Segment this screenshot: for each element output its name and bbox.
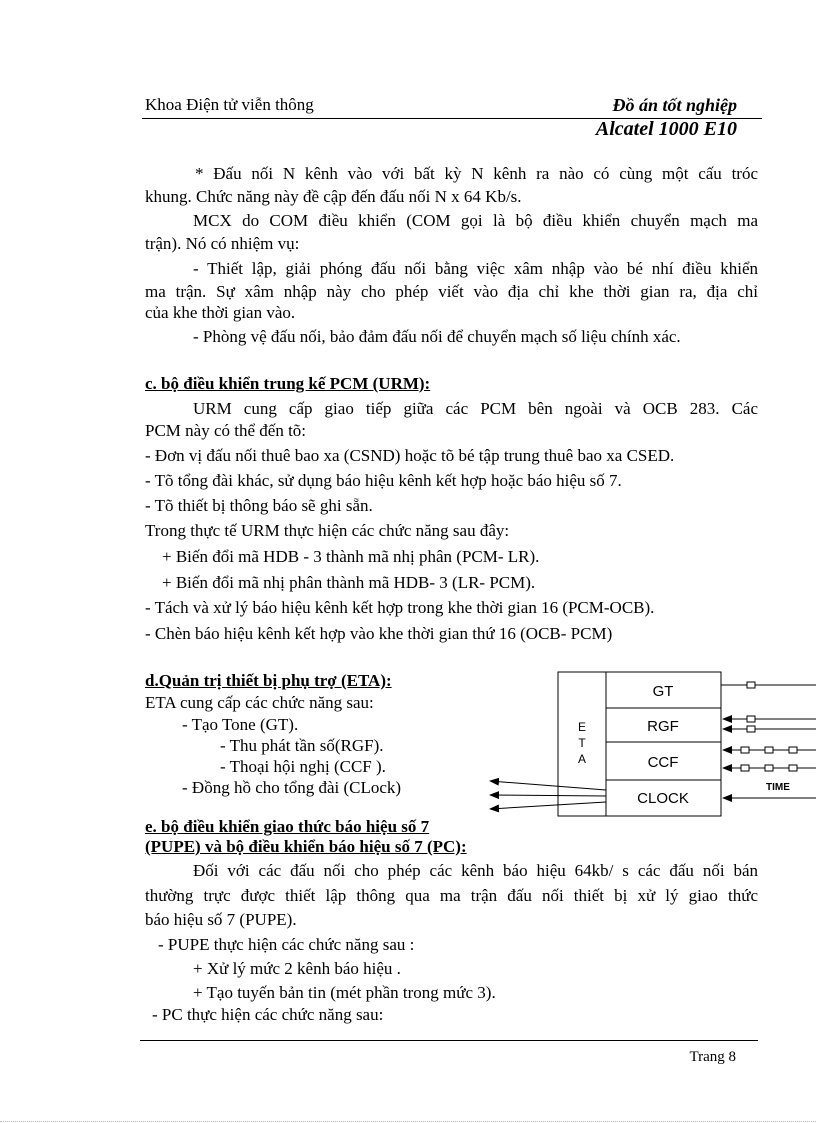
list-item: - Tạo Tone (GT). xyxy=(182,715,299,734)
paragraph-line: ma trận. Sự xâm nhập này cho phép viết vào địa chỉ khe thời gian ra, địa chỉ xyxy=(145,282,758,301)
clock-output-3 xyxy=(490,802,606,809)
clock-output-2 xyxy=(490,795,606,796)
paragraph-line: URM cung cấp giao tiếp giữa các PCM bên ngoài và OCB 283. Các xyxy=(193,399,758,418)
footer-rule xyxy=(140,1040,758,1041)
list-item: - Đồng hồ cho tổng đài (CLock) xyxy=(182,778,402,797)
paragraph-line: MCX do COM điều khiển (COM gọi là bộ điều khiển chuyển mạch ma xyxy=(193,211,758,230)
block-label-rgf: RGF xyxy=(647,718,679,735)
paragraph-line: Đối với các đấu nối cho phép các kênh báo hiệu 64kb/ s các đấu nối bán xyxy=(193,861,758,880)
paragraph-line: của khe thời gian vào. xyxy=(145,303,296,322)
paragraph-line: khung. Chức năng này đề cập đến đấu nối N x 64 Kb/s. xyxy=(145,187,522,206)
paragraph-line: ETA cung cấp các chức năng sau: xyxy=(145,693,374,712)
list-item: - Chèn báo hiệu kênh kết hợp vào khe thời gian thứ 16 (OCB- PCM) xyxy=(145,624,613,643)
list-item: + Tạo tuyến bản tin (mét phần trong mức 3). xyxy=(193,983,496,1002)
list-item: - Thoại hội nghị (CCF ). xyxy=(220,757,386,776)
list-item: - PC thực hiện các chức năng sau: xyxy=(152,1005,384,1024)
page-edge-dotted xyxy=(0,1121,816,1122)
list-item: - PUPE thực hiện các chức năng sau : xyxy=(158,935,415,954)
time-label: TIME xyxy=(766,782,790,793)
list-item: + Xử lý mức 2 kênh báo hiệu . xyxy=(193,959,401,978)
page-number: Trang 8 xyxy=(689,1049,736,1065)
paragraph-line: Trong thực tế URM thực hiện các chức năng sau đây: xyxy=(145,521,510,540)
paragraph-line: PCM này có thể đến tõ: xyxy=(145,421,307,440)
eta-letter-a: A xyxy=(577,752,587,766)
paragraph-line: trận). Nó có nhiệm vụ: xyxy=(145,234,300,253)
header-subtitle: Alcatel 1000 E10 xyxy=(595,118,737,140)
paragraph-line: * Đấu nối N kênh vào với bất kỳ N kênh ra nào có cùng một cấu tróc xyxy=(195,164,758,183)
block-label-ccf: CCF xyxy=(647,754,679,771)
list-item: - Tõ thiết bị thông báo sẽ ghi sẵn. xyxy=(145,496,373,515)
list-item: + Biến đổi mã nhị phân thành mã HDB- 3 (LR- PCM). xyxy=(162,573,536,592)
list-item: - Tách và xử lý báo hiệu kênh kết hợp trong khe thời gian 16 (PCM-OCB). xyxy=(145,598,655,617)
list-item: + Biến đổi mã HDB - 3 thành mã nhị phân (PCM- LR). xyxy=(162,547,540,566)
paragraph-line: - Thiết lập, giải phóng đấu nối bằng việc xâm nhập vào bé nhí điều khiển xyxy=(193,259,758,278)
list-item: - Đơn vị đấu nối thuê bao xa (CSND) hoặc tõ bé tập trung thuê bao xa CSED. xyxy=(145,446,675,465)
block-label-clock: CLOCK xyxy=(637,790,689,807)
section-heading-e-cont: (PUPE) và bộ điều khiển báo hiệu số 7 (PC): xyxy=(145,837,467,856)
section-heading-c: c. bộ điều khiển trung kế PCM (URM): xyxy=(145,374,431,393)
section-heading-d: d.Quản trị thiết bị phụ trợ (ETA): xyxy=(145,671,392,690)
header-document-type: Đồ án tốt nghiệp xyxy=(612,95,737,115)
paragraph-line: báo hiệu số 7 (PUPE). xyxy=(145,910,297,929)
eta-diagram xyxy=(480,668,816,828)
header-department: Khoa Điện tử viễn thông xyxy=(145,95,314,114)
list-item: - Tõ tổng đài khác, sử dụng báo hiệu kênh kết hợp hoặc báo hiệu số 7. xyxy=(145,471,622,490)
list-item: - Thu phát tần số(RGF). xyxy=(220,736,384,755)
eta-letter-t: T xyxy=(578,736,586,750)
section-heading-e: e. bộ điều khiển giao thức báo hiệu số 7 xyxy=(145,817,430,836)
eta-letter-e: E xyxy=(577,720,587,734)
clock-output-1 xyxy=(490,781,606,790)
block-label-gt: GT xyxy=(652,683,674,700)
paragraph-line: - Phòng vệ đấu nối, bảo đảm đấu nối để chuyển mạch số liệu chính xác. xyxy=(193,327,681,346)
paragraph-line: thường trực được thiết lập thông qua ma trận đấu nối thiết bị xử lý giao thức xyxy=(145,886,758,905)
